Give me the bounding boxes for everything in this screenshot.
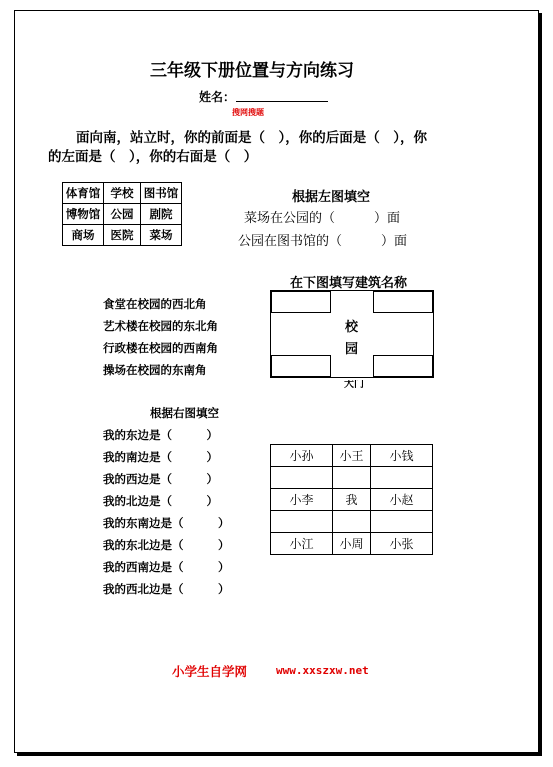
table-row: [63, 225, 182, 246]
list-item: 食堂在校园的西北角: [103, 297, 207, 311]
table-row: [271, 467, 433, 489]
table-cell: 小孙: [271, 445, 333, 467]
fill-left-question-1: 菜场在公园的（ ）面: [244, 211, 401, 226]
page-title: 三年级下册位置与方向练习: [150, 61, 354, 81]
table-cell: 小赵: [371, 489, 433, 511]
table-cell: 学校: [104, 183, 141, 204]
table-row: [63, 183, 182, 204]
list-item: 我的西南边是（ ）: [103, 560, 230, 574]
table-cell: [371, 511, 433, 533]
list-item: 我的东边是（ ）: [103, 428, 218, 442]
table-cell: 小周: [333, 533, 371, 555]
table-cell: 体育馆: [63, 183, 104, 204]
list-item: 我的南边是（ ）: [103, 450, 218, 464]
list-item: 我的西北边是（ ）: [103, 582, 230, 596]
table-cell: 小钱: [371, 445, 433, 467]
footer-url-link[interactable]: www.xxszxw.net: [276, 664, 369, 677]
map-corner-sw: [271, 355, 331, 377]
table-cell: 我: [333, 489, 371, 511]
table-cell: [271, 511, 333, 533]
list-item: 操场在校园的东南角: [103, 363, 207, 377]
list-item: 我的东南边是（ ）: [103, 516, 230, 530]
table-cell: 博物馆: [63, 204, 104, 225]
table-row: [271, 445, 433, 467]
red-note: 搜网搜题: [232, 108, 264, 117]
table-row: [271, 533, 433, 555]
name-label: 姓名：: [199, 90, 236, 104]
list-item: 艺术楼在校园的东北角: [103, 319, 218, 333]
footer-site-name[interactable]: 小学生自学网: [172, 664, 248, 679]
fill-left-question-2: 公园在图书馆的（ ）面: [238, 234, 408, 249]
list-item: 我的东北边是（ ）: [103, 538, 230, 552]
list-item: 我的北边是（ ）: [103, 494, 218, 508]
table-cell: [271, 467, 333, 489]
table-cell: 商场: [63, 225, 104, 246]
table-cell: 医院: [104, 225, 141, 246]
fill-left-heading: 根据左图填空: [292, 190, 371, 205]
map-corner-nw: [271, 291, 331, 313]
seating-table: [270, 444, 433, 555]
table-cell: [333, 511, 371, 533]
worksheet-page: [14, 10, 539, 753]
table-cell: 小王: [333, 445, 371, 467]
campus-map: [270, 290, 434, 378]
table-cell: 小江: [271, 533, 333, 555]
map-corner-ne: [373, 291, 433, 313]
table-cell: 公园: [104, 204, 141, 225]
paragraph-line-2: 的左面是（ ），你的右面是（ ）: [48, 149, 258, 165]
table-cell: 小李: [271, 489, 333, 511]
name-underline: [236, 101, 328, 102]
table-cell: [371, 467, 433, 489]
paragraph-line-1: 面向南，站立时，你的前面是（ ），你的后面是（ ），你: [76, 130, 427, 146]
table-cell: 菜场: [141, 225, 182, 246]
table-cell: 小张: [371, 533, 433, 555]
location-table: [62, 182, 182, 246]
table-row: [271, 489, 433, 511]
list-item: 我的西边是（ ）: [103, 472, 218, 486]
right-fill-heading: 根据右图填空: [150, 406, 219, 420]
table-cell: 图书馆: [141, 183, 182, 204]
map-label-1: 校: [345, 320, 359, 335]
list-item: 行政楼在校园的西南角: [103, 341, 218, 355]
map-label-2: 园: [345, 342, 359, 357]
table-cell: [333, 467, 371, 489]
building-heading: 在下图填写建筑名称: [290, 276, 408, 291]
map-corner-se: [373, 355, 433, 377]
table-row: [271, 511, 433, 533]
map-gate-label: 大门: [344, 380, 364, 389]
table-row: [63, 204, 182, 225]
table-cell: 剧院: [141, 204, 182, 225]
